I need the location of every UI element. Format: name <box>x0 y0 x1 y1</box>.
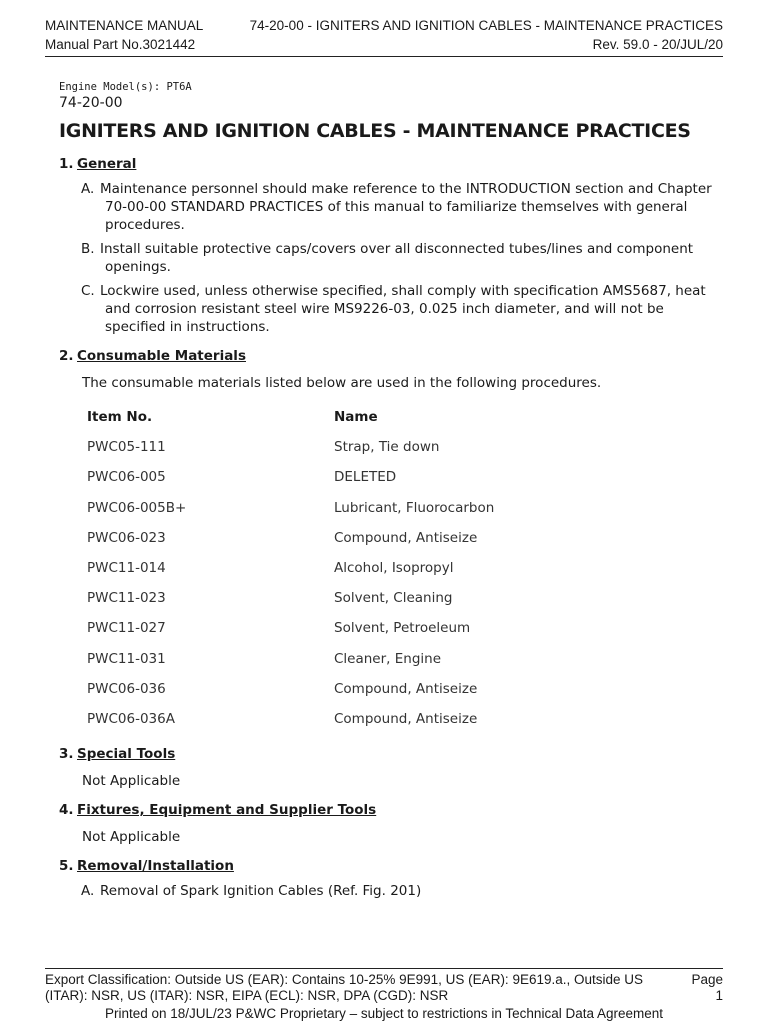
general-item-a <box>59 180 719 234</box>
table-row <box>82 583 494 613</box>
section-title: Consumable Materials <box>77 348 246 364</box>
engine-models: Engine Model(s): PT6A <box>59 81 192 93</box>
item-number: PWC11-027 <box>87 620 166 637</box>
fixtures-text: Not Applicable <box>82 829 181 846</box>
section-number: 1. <box>59 156 74 172</box>
section-title: General <box>77 156 137 172</box>
table-header-row <box>82 402 494 432</box>
section-number: 2. <box>59 348 74 364</box>
page-label: Page <box>691 972 723 987</box>
item-letter: B. <box>81 241 95 257</box>
page-number: 1 <box>715 988 723 1003</box>
section-number: 5. <box>59 858 74 875</box>
table-row <box>82 462 494 492</box>
item-letter: A. <box>81 181 95 197</box>
section-general-heading <box>59 154 719 174</box>
section-number: 3. <box>59 746 74 763</box>
item-number: PWC06-005 <box>87 469 166 486</box>
item-letter: C. <box>81 283 95 299</box>
table-row <box>82 432 494 462</box>
document-body <box>59 78 719 900</box>
item-text: Install suitable protective caps/covers over all disconnected tubes/lines and component openings. <box>100 241 694 275</box>
header-section-title: 74-20-00 - IGNITERS AND IGNITION CABLES - MAINTENANCE PRACTICES <box>249 18 723 33</box>
item-text: Lockwire used, unless otherwise specified, shall comply with specification AMS5687, heat and corrosion resistant steel wire MS9226-03, 0.025 inch diameter, and will not be specified in instructions. <box>100 283 706 335</box>
item-name: Compound, Antiseize <box>334 680 478 697</box>
table-row <box>82 613 494 643</box>
item-letter: A. <box>81 883 95 900</box>
item-text: Maintenance personnel should make reference to the INTRODUCTION section and Chapter 70-00-00 STANDARD PRACTICES of this manual to familiarize themselves with general procedures. <box>100 181 712 233</box>
item-number: PWC06-005B+ <box>87 499 187 516</box>
item-name: Lubricant, Fluorocarbon <box>334 499 495 516</box>
item-number: PWC11-031 <box>87 650 166 667</box>
item-text: Removal of Spark Ignition Cables (Ref. Fig. 201) <box>100 883 422 900</box>
header-left <box>45 16 203 54</box>
consumables-intro: The consumable materials listed below are used in the following procedures. <box>82 375 602 391</box>
item-name: DELETED <box>334 469 397 486</box>
chapter-code: 74-20-00 <box>59 95 123 111</box>
section-removal-heading <box>59 856 719 876</box>
item-number: PWC11-023 <box>87 590 166 607</box>
table-row <box>82 553 494 583</box>
item-number: PWC05-111 <box>87 439 166 456</box>
item-number: PWC06-036A <box>87 710 175 727</box>
section-title: Removal/Installation <box>77 858 234 875</box>
item-name: Strap, Tie down <box>334 439 440 456</box>
section-consumables-heading <box>59 346 719 366</box>
page-footer <box>45 968 723 1004</box>
special-tools-text: Not Applicable <box>82 773 181 790</box>
general-item-c <box>59 282 719 336</box>
table-row <box>82 674 494 704</box>
section-special-tools-heading <box>59 744 719 764</box>
item-number: PWC11-014 <box>87 560 166 577</box>
column-header-item: Item No. <box>87 409 153 426</box>
manual-name: MAINTENANCE MANUAL <box>45 18 204 33</box>
general-item-b <box>59 240 719 276</box>
item-number: PWC06-036 <box>87 680 166 697</box>
page-indicator <box>691 972 723 1004</box>
section-number: 4. <box>59 802 74 819</box>
table-row <box>82 523 494 553</box>
page-header <box>45 14 723 57</box>
table-row <box>82 493 494 523</box>
item-name: Alcohol, Isopropyl <box>334 560 454 577</box>
removal-item-a <box>59 882 719 900</box>
item-name: Solvent, Cleaning <box>334 590 453 607</box>
print-notice: Printed on 18/JUL/23 P&WC Proprietary – subject to restrictions in Technical Data Agreement <box>104 1006 664 1021</box>
consumables-table <box>82 402 494 734</box>
table-row <box>82 644 494 674</box>
header-revision: Rev. 59.0 - 20/JUL/20 <box>592 37 723 52</box>
item-name: Solvent, Petroeleum <box>334 620 471 637</box>
section-title: Fixtures, Equipment and Supplier Tools <box>77 802 377 819</box>
column-header-name: Name <box>334 409 378 426</box>
item-name: Compound, Antiseize <box>334 710 478 727</box>
section-title: Special Tools <box>77 746 176 763</box>
header-right <box>250 16 723 54</box>
item-name: Compound, Antiseize <box>334 529 478 546</box>
item-number: PWC06-023 <box>87 529 166 546</box>
export-classification: Export Classification: Outside US (EAR): Contains 10-25% 9E991, US (EAR): 9E619.a., Outside US (ITAR): NSR, US (ITAR): NSR, EIPA (ECL): NSR, DPA (CGD): NSR <box>45 972 644 1003</box>
manual-part-number: Manual Part No.3021442 <box>45 37 196 52</box>
page-title: IGNITERS AND IGNITION CABLES - MAINTENANCE PRACTICES <box>59 120 691 142</box>
section-fixtures-heading <box>59 800 719 820</box>
table-row <box>82 704 494 734</box>
item-name: Cleaner, Engine <box>334 650 442 667</box>
